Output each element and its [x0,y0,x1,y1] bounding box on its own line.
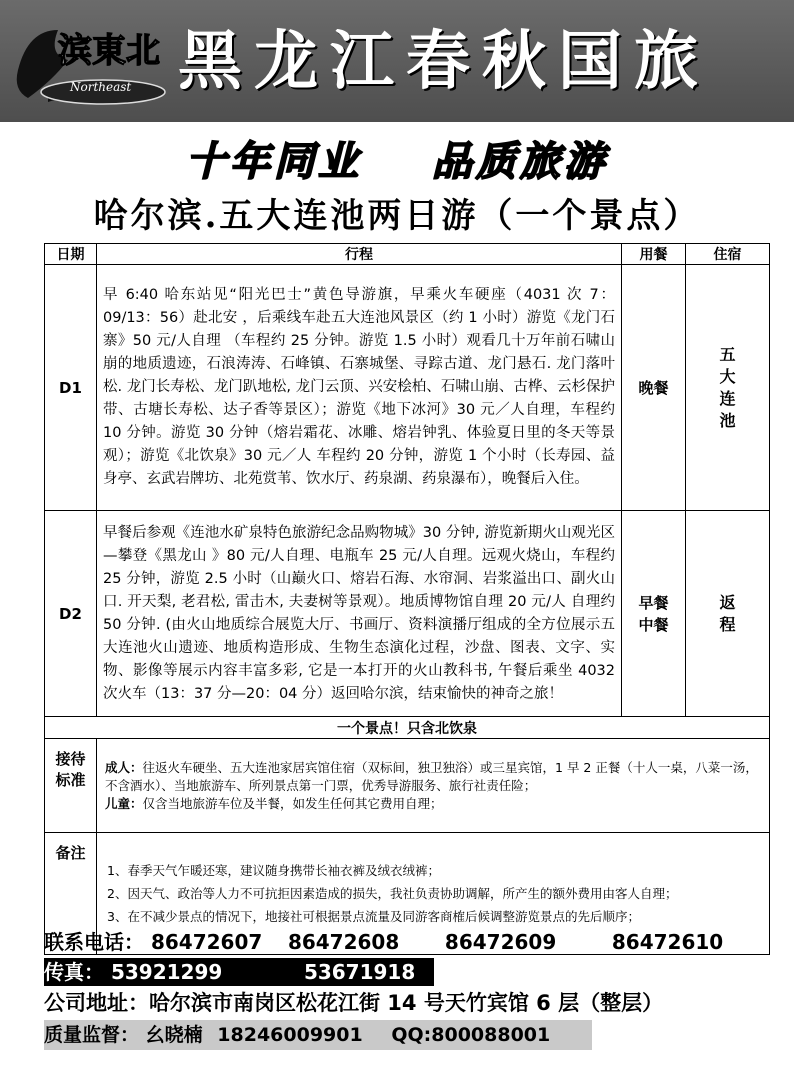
address-text: 哈尔滨市南岗区松花江街 14 号天竹宾馆 6 层（整层） [149,991,664,1015]
qq-label: QQ: [391,1024,432,1046]
supervise-phone: 18246009901 [217,1024,363,1046]
company-title: 黑龙江春秋国旅 [178,24,710,99]
supervision-line [44,1020,592,1050]
fax-number: 53921299 [110,960,223,984]
adult-label: 成人： [105,759,143,775]
day-label: D1 [45,265,97,511]
child-label: 儿童： [105,795,143,811]
header-meals: 用餐 [622,244,686,265]
logo-caption: Northeast [70,80,132,94]
adult-text: 往返火车硬坐、五大连池家居宾馆住宿（双标间，独卫独浴）或三星宾馆，1 早 2 正餐（十人一桌，八菜一汤，不含酒水）、当地旅游车、所列景点第一门票，优秀导游服务、旅行社责任险； [105,759,758,793]
day-stay-text: 五大连池 [719,344,736,430]
day-itinerary: 早 6:40 哈东站见“阳光巴士”黄色导游旗，早乘火车硬座（4031 次 7：09/13：56）赴北安 ，后乘线车赴五大连池风景区（约 1 小时）游览《龙门石寨》50 元/人自理 （车程约 25 分钟。游览 1.5 小时）观看几十万年前石啸山崩的地质遗迹，石浪涛涛、石峰镇、石寨城堡、寻踪古道、龙门悬石. 龙门落叶松. 龙门长寿松、龙门趴地松, 龙门云顶、兴安桧柏、石啸山崩、古桦、云杉保护带、古塘长寿松、达子香等景区）；游览《地下冰河》30 元／人自理，车程约 10 分钟。游览 30 分钟（熔岩霜花、冰雕、熔岩钟乳、体验夏日里的冬天等景观）；游览《北饮泉》30 元／人 车程约 20 分钟，游览 1 个小时（长寿园、益身亭、玄武岩牌坊、北苑赏苇、饮水厅、药泉湖、药泉瀑布），晚餐后入住。 [97,265,622,511]
note-item: 1、春季天气乍暖还寒，建议随身携带长袖衣裤及绒衣绒裤； [107,863,440,878]
slogan [0,130,794,185]
table-header-row [45,244,770,265]
reception-label [45,739,97,833]
day-meals [622,511,686,717]
phone-line [44,928,774,956]
itinerary-table [44,243,770,955]
logo-emblem-icon [8,10,168,110]
note-item: 3、在不减少景点的情况下，地接社可根据景点流量及同游客商榷后候调整游览景点的先后顺序； [107,909,640,924]
tour-title: 哈尔滨.五大连池两日游（一个景点） [93,196,701,236]
day-stay [686,511,770,717]
reception-row [45,739,770,833]
table-row-day1 [45,265,770,511]
address-label: 公司地址： [44,991,149,1015]
phone-number: 86472607 [150,930,263,954]
day-stay-text: 返程 [719,592,736,634]
header-date: 日期 [45,244,97,265]
day-meals: 晚餐 [622,265,686,511]
day-stay [686,265,770,511]
child-text: 仅含当地旅游车位及半餐，如发生任何其它费用自理； [142,795,443,811]
header-banner [0,0,794,122]
address-line [44,988,744,1018]
day-meals-text: 早餐 中餐 [638,593,669,634]
day-itinerary: 早餐后参观《连池水矿泉特色旅游纪念品购物城》30 分钟, 游览新期火山观光区—攀登《黑龙山 》80 元/人自理、电瓶车 25 元/人自理。远观火烧山，车程约 25 分钟，游览 2.5 小时（山巅火口、熔岩石海、水帘洞、岩浆溢出口、副火山口. 开天梨, 老君松, 雷击木, 夫妻树等景观）。地质博物馆自理 20 元/人 自理约 50 分钟. (由火山地质综合展览大厅、书画厅、资料演播厅组成的全方位展示五大连池火山遗迹、地质构造形成、生物生态演化过程，沙盘、图表、文字、实物、影像等展示内容丰富多彩, 它是一本打开的火山教科书, 午餐后乘坐 4032 次火车（13：37 分—20：04 分）返回哈尔滨，结束愉快的神奇之旅！ [97,511,622,717]
fax-line [44,958,434,986]
header-itinerary: 行程 [97,244,622,265]
svg-text:滨東北: 滨東北 [58,31,160,71]
note-item: 2、因天气、政治等人力不可抗拒因素造成的损失，我社负责协助调解，所产生的额外费用由客人自理； [107,886,678,901]
phone-number: 86472610 [611,930,724,954]
spot-note: 一个景点！只含北饮泉 [45,717,770,739]
phone-label: 联系电话： [44,930,144,954]
slogan-left: 十年同业 [186,139,363,185]
fax-number: 53671918 [303,960,416,984]
day-label: D2 [45,511,97,717]
fax-label: 传真： [44,960,104,984]
table-row-day2 [45,511,770,717]
supervise-label: 质量监督： [44,1024,140,1046]
spot-note-row [45,717,770,739]
qq-number: 800088001 [431,1024,551,1046]
company-logo [8,10,168,110]
reception-detail [97,739,770,833]
slogan-right: 品质旅游 [431,139,608,185]
header-stay: 住宿 [686,244,770,265]
reception-label-text: 接待标准 [55,750,86,789]
phone-number: 86472608 [287,930,400,954]
notes-label: 备注 [45,833,97,955]
phone-number: 86472609 [444,930,557,954]
supervisor-name: 幺晓楠 [145,1024,203,1046]
